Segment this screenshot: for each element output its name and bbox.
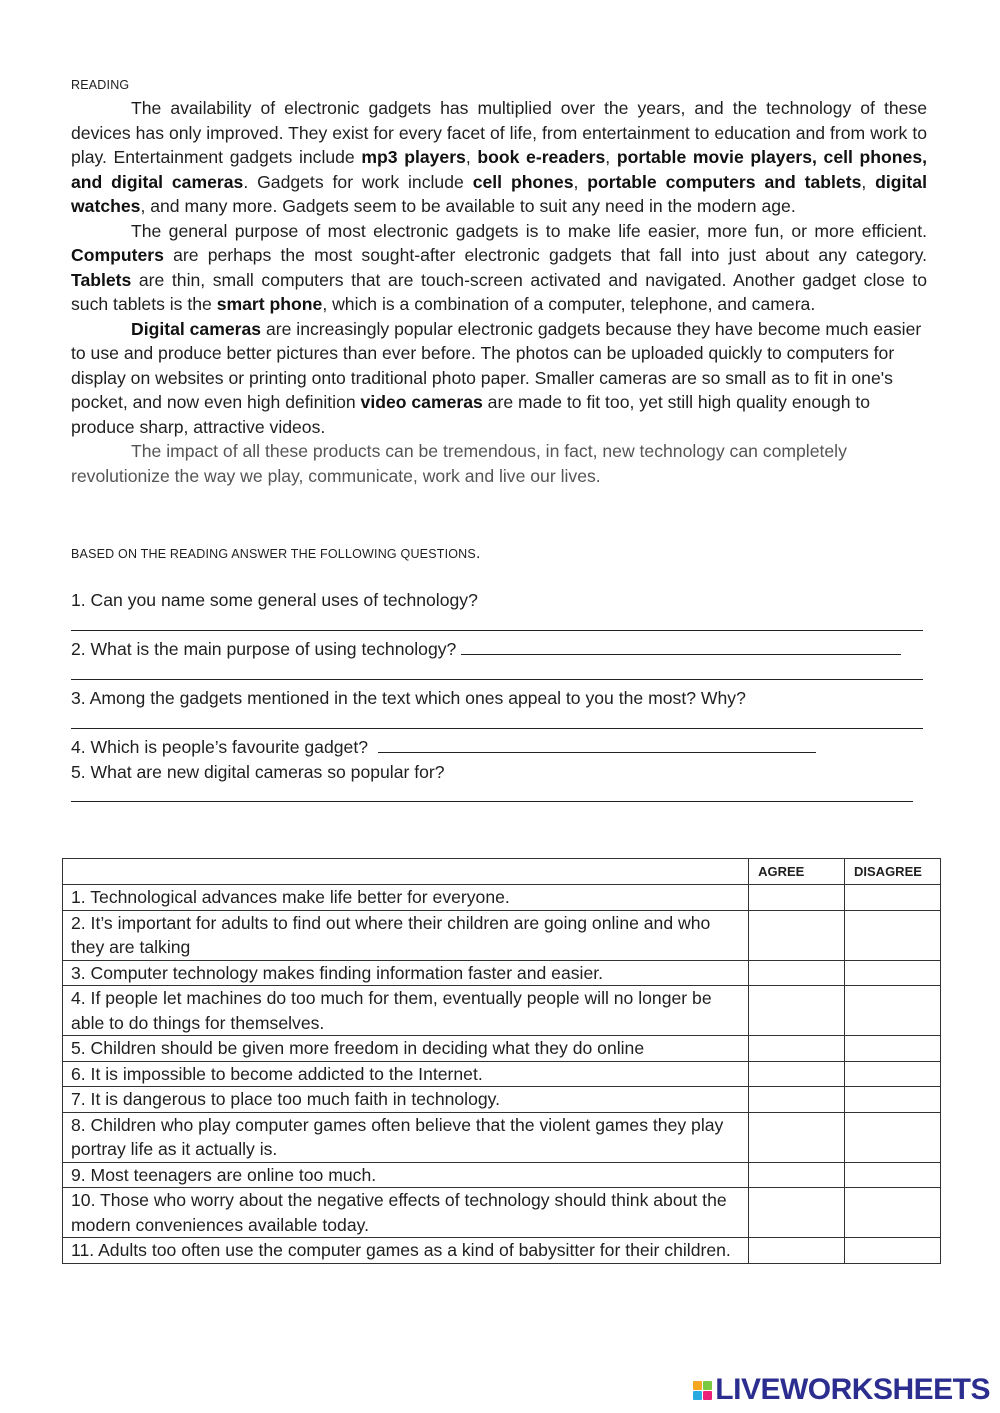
questions-heading: BASED ON THE READING ANSWER THE FOLLOWING QUESTIONS.	[71, 545, 481, 562]
agree-cell[interactable]	[749, 1188, 845, 1238]
statement-cell: 10. Those who worry about the negative effects of technology should think about the modern conveniences available today.	[63, 1188, 749, 1238]
header-cell-disagree: DISAGREE	[845, 859, 941, 885]
agree-disagree-table	[62, 858, 941, 1264]
answer-line-1[interactable]	[71, 613, 931, 638]
statement-cell: 7. It is dangerous to place too much faith in technology.	[63, 1087, 749, 1113]
table-row	[63, 1188, 941, 1238]
statement-cell: 5. Children should be given more freedom in deciding what they do online	[63, 1036, 749, 1062]
table-header-row	[63, 859, 941, 885]
table-row	[63, 1238, 941, 1264]
disagree-cell[interactable]	[845, 986, 941, 1036]
table-row	[63, 1061, 941, 1087]
statement-cell: 11. Adults too often use the computer games as a kind of babysitter for their children.	[63, 1238, 749, 1264]
agree-cell[interactable]	[749, 960, 845, 986]
disagree-cell[interactable]	[845, 1087, 941, 1113]
answer-line-4[interactable]	[378, 736, 816, 753]
table-row	[63, 986, 941, 1036]
agree-cell[interactable]	[749, 1112, 845, 1162]
liveworksheets-logo	[693, 1373, 990, 1407]
question-4: 4. Which is people’s favourite gadget?	[71, 735, 931, 760]
table-row	[63, 1087, 941, 1113]
logo-mark-icon	[693, 1381, 712, 1400]
reading-passage	[71, 96, 927, 488]
statement-cell: 9. Most teenagers are online too much.	[63, 1162, 749, 1188]
agree-cell[interactable]	[749, 1036, 845, 1062]
answer-line-3[interactable]	[71, 711, 931, 736]
question-2: 2. What is the main purpose of using technology?	[71, 637, 931, 662]
disagree-cell[interactable]	[845, 1188, 941, 1238]
table-row	[63, 885, 941, 911]
statement-cell: 8. Children who play computer games often believe that the violent games they play portray life as it actually is.	[63, 1112, 749, 1162]
disagree-cell[interactable]	[845, 1112, 941, 1162]
agree-cell[interactable]	[749, 986, 845, 1036]
agree-cell[interactable]	[749, 910, 845, 960]
agree-cell[interactable]	[749, 1061, 845, 1087]
question-5: 5. What are new digital cameras so popular for?	[71, 761, 445, 782]
header-cell-agree: AGREE	[749, 859, 845, 885]
statement-cell: 1. Technological advances make life better for everyone.	[63, 885, 749, 911]
header-cell-statement	[63, 859, 749, 885]
answer-line-2b[interactable]	[71, 662, 931, 687]
disagree-cell[interactable]	[845, 885, 941, 911]
agree-cell[interactable]	[749, 1162, 845, 1188]
table-row	[63, 1112, 941, 1162]
question-1: 1. Can you name some general uses of technology?	[71, 590, 478, 610]
paragraph-1: The availability of electronic gadgets has multiplied over the years, and the technology of these devices has only improved. They exist for every facet of life, from entertainment to education and from work to play. Entertainment gadgets include mp3 players, book e-readers, portable movie players, cell phones, and digital cameras. Gadgets for work include cell phones, portable computers and tablets, digital watches, and many more. Gadgets seem to be available to suit any need in the modern age.	[71, 98, 927, 216]
statement-cell: 4. If people let machines do too much for them, eventually people will no longer be able to do things for themselves.	[63, 986, 749, 1036]
disagree-cell[interactable]	[845, 1238, 941, 1264]
disagree-cell[interactable]	[845, 1162, 941, 1188]
disagree-cell[interactable]	[845, 1036, 941, 1062]
table-row	[63, 910, 941, 960]
disagree-cell[interactable]	[845, 960, 941, 986]
statement-cell: 3. Computer technology makes finding information faster and easier.	[63, 960, 749, 986]
answer-line-2[interactable]	[461, 638, 901, 655]
statement-cell: 2. It’s important for adults to find out where their children are going online and who they are talking	[63, 910, 749, 960]
reading-heading: READING	[71, 78, 130, 92]
disagree-cell[interactable]	[845, 1061, 941, 1087]
statement-cell: 6. It is impossible to become addicted to the Internet.	[63, 1061, 749, 1087]
paragraph-2: The general purpose of most electronic gadgets is to make life easier, more fun, or more efficient. Computers are perhaps the most sought-after electronic gadgets that fall into just about any category. Tablets are thin, small computers that are touch-screen activated and navigated. Another gadget close to such tablets is the smart phone, which is a combination of a computer, telephone, and camera.	[71, 220, 927, 314]
agree-cell[interactable]	[749, 1238, 845, 1264]
paragraph-3: Digital cameras are increasingly popular electronic gadgets because they have become much easier to use and produce better pictures than ever before. The photos can be uploaded quickly to computers for display on websites or printing onto traditional photo paper. Smaller cameras are so small as to fit in one's pocket, and now even high definition video cameras are made to fit too, yet still high quality enough to produce sharp, attractive videos.	[71, 318, 922, 437]
agree-cell[interactable]	[749, 885, 845, 911]
table-row	[63, 1036, 941, 1062]
answer-line-5[interactable]	[71, 784, 931, 809]
agree-cell[interactable]	[749, 1087, 845, 1113]
table-row	[63, 1162, 941, 1188]
table-row	[63, 960, 941, 986]
question-3: 3. Among the gadgets mentioned in the text which ones appeal to you the most? Why?	[71, 688, 746, 708]
logo-text: LIVEWORKSHEETS	[715, 1373, 990, 1406]
questions-section	[71, 588, 931, 809]
paragraph-4: The impact of all these products can be tremendous, in fact, new technology can completely revolutionize the way we play, communicate, work and live our lives.	[71, 441, 847, 486]
disagree-cell[interactable]	[845, 910, 941, 960]
